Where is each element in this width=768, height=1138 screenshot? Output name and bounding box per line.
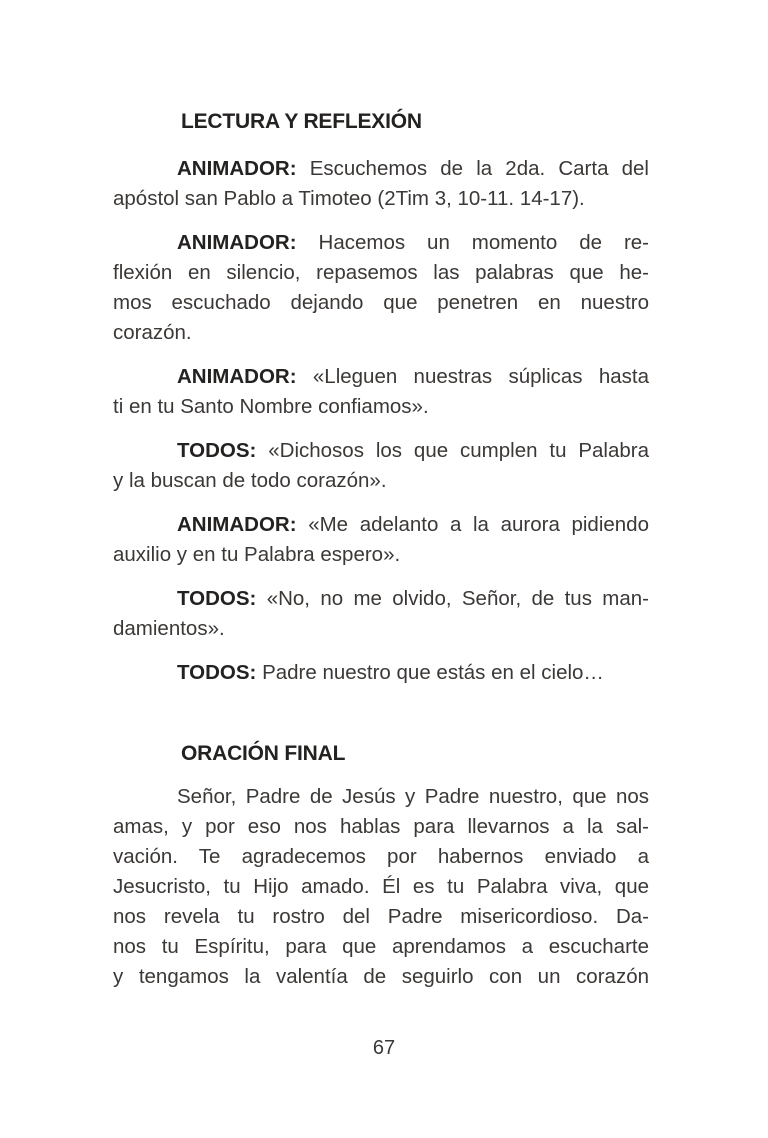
line-text: flexión en silencio, repasemos las palabras que he-	[113, 261, 649, 284]
page-content	[113, 107, 649, 1006]
line-text: Jesucristo, tu Hijo amado. Él es tu Palabra viva, que	[113, 875, 649, 898]
paragraph	[113, 510, 649, 570]
line-text: apóstol san Pablo a Timoteo (2Tim 3, 10-11. 14-17).	[113, 187, 585, 210]
line-text: «Dichosos los que cumplen tu Palabra	[268, 439, 650, 462]
line-text: y tengamos la valentía de seguirlo con un corazón	[113, 965, 649, 988]
line-text: ti en tu Santo Nombre confiamos».	[113, 395, 429, 418]
text-line	[113, 614, 649, 644]
paragraph	[113, 362, 649, 422]
text-line	[113, 902, 649, 932]
line-text: «Lleguen nuestras súplicas hasta	[312, 365, 649, 388]
line-text: «No, no me olvido, Señor, de tus man-	[266, 587, 649, 610]
paragraph	[113, 658, 649, 688]
text-line	[113, 258, 649, 288]
speaker-label: TODOS:	[177, 587, 257, 610]
text-line	[113, 932, 649, 962]
line-text: Escuchemos de la 2da. Carta del	[309, 157, 649, 180]
document-section	[113, 107, 649, 688]
text-line	[113, 872, 649, 902]
line-text: nos tu Espíritu, para que aprendamos a escucharte	[113, 935, 649, 958]
line-text: «Me adelanto a la aurora pidiendo	[308, 513, 649, 536]
paragraph	[113, 782, 649, 992]
line-text: nos revela tu rostro del Padre misericordioso. Da-	[113, 905, 649, 928]
text-line	[113, 962, 649, 992]
paragraph	[113, 436, 649, 496]
speaker-label: ANIMADOR:	[177, 231, 297, 254]
paragraph	[113, 584, 649, 644]
paragraph	[113, 154, 649, 214]
speaker-label: TODOS:	[177, 661, 257, 684]
line-text: Padre nuestro que estás en el cielo…	[262, 661, 604, 684]
text-line	[113, 154, 649, 184]
line-text: y la buscan de todo corazón».	[113, 469, 387, 492]
text-line	[113, 318, 649, 348]
text-line	[113, 782, 649, 812]
text-line	[113, 288, 649, 318]
line-text: Hacemos un momento de re-	[318, 231, 649, 254]
speaker-label: TODOS:	[177, 439, 257, 462]
text-line	[113, 184, 649, 214]
line-text: Señor, Padre de Jesús y Padre nuestro, que nos	[177, 785, 649, 808]
line-text: damientos».	[113, 617, 225, 640]
text-line	[113, 584, 649, 614]
line-text: corazón.	[113, 321, 192, 344]
text-line	[113, 812, 649, 842]
section-heading: LECTURA Y REFLEXIÓN	[181, 110, 422, 133]
text-line	[113, 228, 649, 258]
text-line	[113, 540, 649, 570]
speaker-label: ANIMADOR:	[177, 365, 297, 388]
line-text: vación. Te agradecemos por habernos enviado a	[113, 845, 649, 868]
text-line	[113, 466, 649, 496]
speaker-label: ANIMADOR:	[177, 513, 297, 536]
section-heading: ORACIÓN FINAL	[181, 742, 346, 765]
line-text: amas, y por eso nos hablas para llevarnos a la sal-	[113, 815, 649, 838]
text-line	[113, 510, 649, 540]
speaker-label: ANIMADOR:	[177, 157, 297, 180]
text-line	[113, 392, 649, 422]
document-section	[113, 739, 649, 992]
text-line	[113, 658, 649, 688]
text-line	[113, 842, 649, 872]
text-line	[113, 436, 649, 466]
line-text: auxilio y en tu Palabra espero».	[113, 543, 401, 566]
text-line	[113, 362, 649, 392]
paragraph	[113, 228, 649, 348]
page-number: 67	[372, 1037, 396, 1059]
line-text: mos escuchado dejando que penetren en nuestro	[113, 291, 649, 314]
